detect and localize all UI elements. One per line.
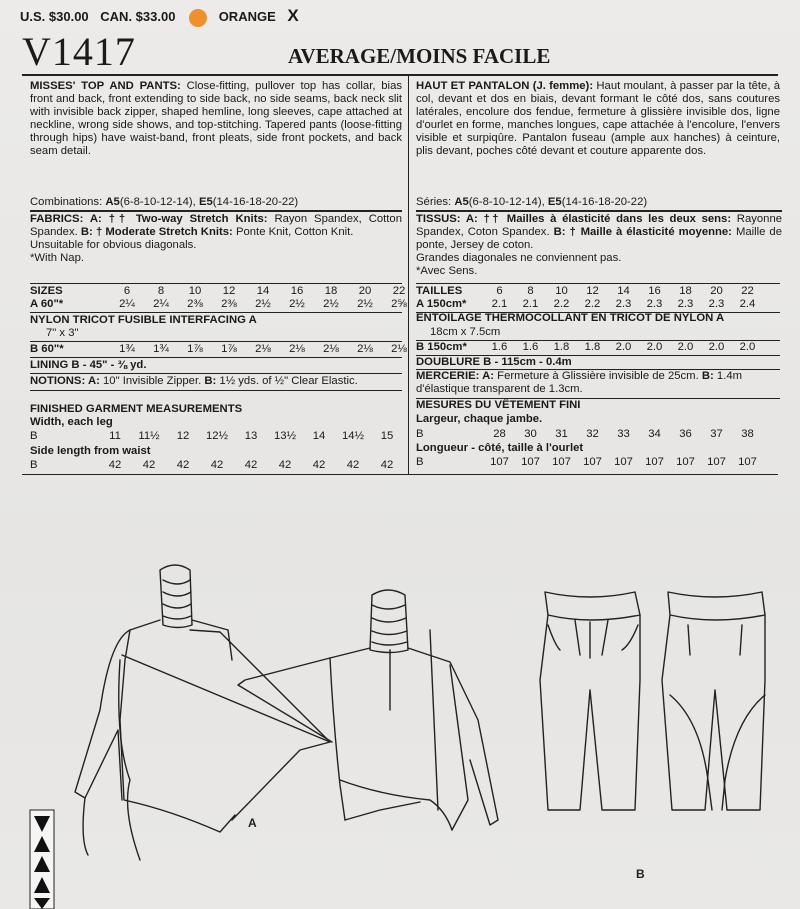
- table-cell: 34: [648, 428, 661, 440]
- table-cell: 107: [738, 456, 757, 468]
- yardage-b-en: B 60"* 1¾ 1¾ 1⅞ 1⅞ 2⅛ 2⅛ 2⅛ 2⅛ 2⅛: [30, 343, 416, 356]
- color-dot-icon: [189, 9, 207, 27]
- table-cell: 37: [710, 428, 723, 440]
- table-cell: 2½: [289, 298, 305, 310]
- table-cell: 11: [109, 430, 121, 442]
- width-row-en: B 11 11½ 12 12½ 13 13½ 14 14½ 15: [30, 430, 404, 443]
- desc-en: Close-fitting, pullover top has collar, bias front and back, front extending to side back, no side seams, back neck slit with invisible back zipper, shaped hemline, long sleeves, cape attached at neckline, wrong side shows, and top-stitching. Tapered pants (loose-fitting through hips) have waist-band, front pleats, side front pockets, and back seam detail.: [30, 80, 402, 157]
- description-fr: [416, 80, 780, 158]
- table-cell: 10: [188, 285, 202, 297]
- table-cell: 2½: [323, 298, 339, 310]
- table-cell: 36: [679, 428, 692, 440]
- table-cell: 2.2: [584, 298, 601, 310]
- table-cell: 2.1: [522, 298, 539, 310]
- table-cell: 12: [222, 285, 236, 297]
- table-cell: 18: [679, 285, 692, 297]
- lining-en: LINING B - 45" - ⅜ yd.: [30, 359, 147, 371]
- largeur-row-fr: B 28 30 31 32 33 34 36 37 38: [416, 428, 763, 441]
- table-cell: 32: [586, 428, 599, 440]
- table-cell: 16: [648, 285, 661, 297]
- pants-front-drawing: [540, 592, 640, 810]
- garment-illustrations: [0, 480, 800, 909]
- bottom-divider: [22, 474, 778, 475]
- table-cell: 1⅞: [221, 343, 237, 355]
- table-cell: 2½: [357, 298, 373, 310]
- mercerie-fr: MERCERIE: A: Fermeture à Glissière invisible de 25cm. B: 1.4m d'élastique transparent de 1.3cm.: [416, 370, 743, 395]
- table-cell: 6: [123, 285, 131, 297]
- table-cell: 31: [555, 428, 568, 440]
- finished-title-en: FINISHED GARMENT MEASUREMENTS: [30, 403, 243, 415]
- tailles-row-fr: TAILLES 6 8 10 12 14 16 18 20 22: [416, 285, 763, 298]
- table-cell: 107: [614, 456, 633, 468]
- side-row-en: B 42 42 42 42 42 42 42 42 42: [30, 459, 404, 472]
- pants-back-drawing: [662, 592, 765, 810]
- top-front-drawing: [75, 565, 330, 860]
- combinations-en: Combinations: A5(6-8-10-12-14), E5(14-16-18-20-22): [30, 196, 299, 208]
- desc-fr: Haut moulant, à passer par la tête, à col, devant et dos en biais, devant formant le côté dos, sans coutures latérales, encolure dos fendue, fermeture à glissière invisible dos, ligne d'ourlet en forme, manches longues, cape attachée à l'encolure, l'envers visible et surpiqûre. Pantalon fuseau (ample aux hanches) à ceinture, plis devant, poches côté devant et couture apparente dos.: [416, 80, 781, 157]
- table-cell: 12: [586, 285, 599, 297]
- price-row: [20, 6, 307, 27]
- table-cell: 10: [555, 285, 568, 297]
- table-cell: 1.8: [553, 341, 570, 353]
- table-cell: 42: [244, 459, 258, 471]
- diagonales-fr: Grandes diagonales ne conviennent pas.: [416, 251, 622, 264]
- table-cell: 16: [290, 285, 304, 297]
- fabrics-en: FABRICS: A: †† Two-way Stretch Knits: Rayon Spandex, Cotton Spandex. B: † Moderate Stretch Knits: Ponte Knit, Cotton Knit.: [30, 212, 402, 238]
- table-cell: 2⅛: [323, 343, 339, 355]
- side-arrows: [30, 810, 54, 909]
- column-divider: [408, 76, 409, 474]
- table-cell: 30: [524, 428, 537, 440]
- table-cell: 20: [358, 285, 372, 297]
- table-cell: 2½: [255, 298, 271, 310]
- table-cell: 2⅛: [357, 343, 373, 355]
- table-cell: 20: [710, 285, 723, 297]
- interfacing-size-en: 7" x 3": [46, 327, 79, 339]
- table-cell: 2⅝: [391, 298, 407, 310]
- table-cell: 2.0: [739, 341, 756, 353]
- table-cell: 42: [278, 459, 292, 471]
- table-cell: 33: [617, 428, 630, 440]
- table-cell: 15: [380, 430, 394, 442]
- series-fr: Séries: A5(6-8-10-12-14), E5(14-16-18-20-22): [416, 196, 648, 208]
- table-cell: 2.4: [739, 298, 756, 310]
- top-back-drawing: [238, 590, 498, 830]
- table-cell: 42: [346, 459, 360, 471]
- entoilage-size-fr: 18cm x 7.5cm: [430, 326, 501, 338]
- table-cell: 38: [741, 428, 754, 440]
- table-cell: 2.0: [708, 341, 725, 353]
- table-cell: 1¾: [119, 343, 135, 355]
- table-cell: 14: [617, 285, 630, 297]
- sizes-row-en: SIZES 6 8 10 12 14 16 18 20 22: [30, 285, 416, 298]
- table-cell: 1.8: [584, 341, 601, 353]
- table-cell: 13: [244, 430, 258, 442]
- metrage-b-fr: B 150cm* 1.6 1.6 1.8 1.8 2.0 2.0 2.0 2.0 2.0: [416, 341, 763, 354]
- table-cell: 1⅞: [187, 343, 203, 355]
- longueur-label-fr: Longueur - côté, taille à l'ourlet: [416, 442, 584, 454]
- unsuitable-en: Unsuitable for obvious diagonals.: [30, 238, 197, 251]
- table-cell: 2.3: [708, 298, 725, 310]
- table-cell: 22: [741, 285, 754, 297]
- sens-fr: *Avec Sens.: [416, 264, 478, 277]
- table-cell: 1.6: [491, 341, 508, 353]
- table-cell: 2.3: [615, 298, 632, 310]
- difficulty-label: AVERAGE/MOINS FACILE: [288, 44, 551, 68]
- table-cell: 1.6: [522, 341, 539, 353]
- table-cell: 2⅜: [221, 298, 237, 310]
- table-cell: 2¼: [119, 298, 135, 310]
- table-cell: 2⅛: [391, 343, 407, 355]
- materials-en: [30, 196, 402, 265]
- table-cell: 107: [521, 456, 540, 468]
- table-cell: 18: [324, 285, 338, 297]
- table-cell: 2⅜: [187, 298, 203, 310]
- longueur-row-fr: B 107 107 107 107 107 107 107 107 107: [416, 456, 763, 469]
- table-cell: 6: [496, 285, 503, 297]
- mesures-title-fr: MESURES DU VÊTEMENT FINI: [416, 399, 581, 411]
- table-cell: 107: [583, 456, 602, 468]
- table-cell: 42: [176, 459, 190, 471]
- table-cell: 1¾: [153, 343, 169, 355]
- description-en: [30, 80, 402, 158]
- table-cell: 2¼: [153, 298, 169, 310]
- table-cell: 22: [392, 285, 406, 297]
- table-cell: 8: [157, 285, 165, 297]
- pattern-code: V1417: [22, 29, 136, 74]
- table-cell: 107: [707, 456, 726, 468]
- yardage-a-en: A 60"* 2¼ 2¼ 2⅜ 2⅜ 2½ 2½ 2½ 2½ 2⅝: [30, 298, 416, 311]
- largeur-label-fr: Largeur, chaque jambe.: [416, 413, 543, 425]
- table-cell: 42: [312, 459, 326, 471]
- table-cell: 14: [256, 285, 270, 297]
- color-mark: X: [287, 6, 299, 25]
- tissus-fr: TISSUS: A: †† Mailles à élasticité dans les deux sens: Rayonne Spandex, Coton Spandex. B: † Maille à élasticité moyenne: Maille de ponte, Jersey de coton.: [416, 212, 783, 251]
- nap-en: *With Nap.: [30, 251, 84, 264]
- side-label-en: Side length from waist: [30, 445, 151, 457]
- interfacing-en: NYLON TRICOT FUSIBLE INTERFACING A: [30, 314, 257, 326]
- notions-en: NOTIONS: A: 10" Invisible Zipper. B: 1½ yds. of ½" Clear Elastic.: [30, 375, 358, 387]
- entoilage-fr: ENTOILAGE THERMOCOLLANT EN TRICOT DE NYLON A: [416, 312, 725, 324]
- table-cell: 42: [142, 459, 156, 471]
- table-cell: 2.0: [677, 341, 694, 353]
- table-cell: 42: [108, 459, 122, 471]
- color-name: ORANGE: [218, 9, 276, 24]
- table-cell: 107: [676, 456, 695, 468]
- materials-fr: [416, 196, 782, 278]
- table-cell: 12½: [206, 430, 228, 442]
- table-cell: 2⅛: [289, 343, 305, 355]
- table-cell: 42: [210, 459, 224, 471]
- table-cell: 107: [645, 456, 664, 468]
- table-cell: 2.1: [491, 298, 508, 310]
- metrage-a-fr: A 150cm* 2.1 2.1 2.2 2.2 2.3 2.3 2.3 2.3 2.4: [416, 298, 763, 311]
- table-cell: 2.3: [677, 298, 694, 310]
- table-cell: 11½: [138, 430, 160, 442]
- doublure-fr: DOUBLURE B - 115cm - 0.4m: [416, 356, 572, 368]
- title-fr: HAUT ET PANTALON (J. femme):: [416, 80, 594, 92]
- table-cell: 14½: [342, 430, 364, 442]
- table-cell: 2.0: [615, 341, 632, 353]
- table-cell: 28: [493, 428, 506, 440]
- view-b-label: B: [636, 867, 645, 881]
- table-cell: 8: [527, 285, 534, 297]
- table-cell: 2.2: [553, 298, 570, 310]
- view-a-label: A: [248, 816, 257, 830]
- table-cell: 2.0: [646, 341, 663, 353]
- table-cell: 12: [176, 430, 190, 442]
- table-cell: 14: [312, 430, 326, 442]
- price-us: U.S. $30.00: [20, 9, 89, 24]
- title-en: MISSES' TOP AND PANTS:: [30, 80, 181, 92]
- table-cell: 2.3: [646, 298, 663, 310]
- table-cell: 107: [490, 456, 509, 468]
- table-cell: 2⅛: [255, 343, 271, 355]
- price-can: CAN. $33.00: [100, 9, 176, 24]
- width-label-en: Width, each leg: [30, 416, 113, 428]
- table-cell: 42: [380, 459, 394, 471]
- table-cell: 13½: [274, 430, 296, 442]
- table-cell: 107: [552, 456, 571, 468]
- header-divider: [22, 74, 778, 76]
